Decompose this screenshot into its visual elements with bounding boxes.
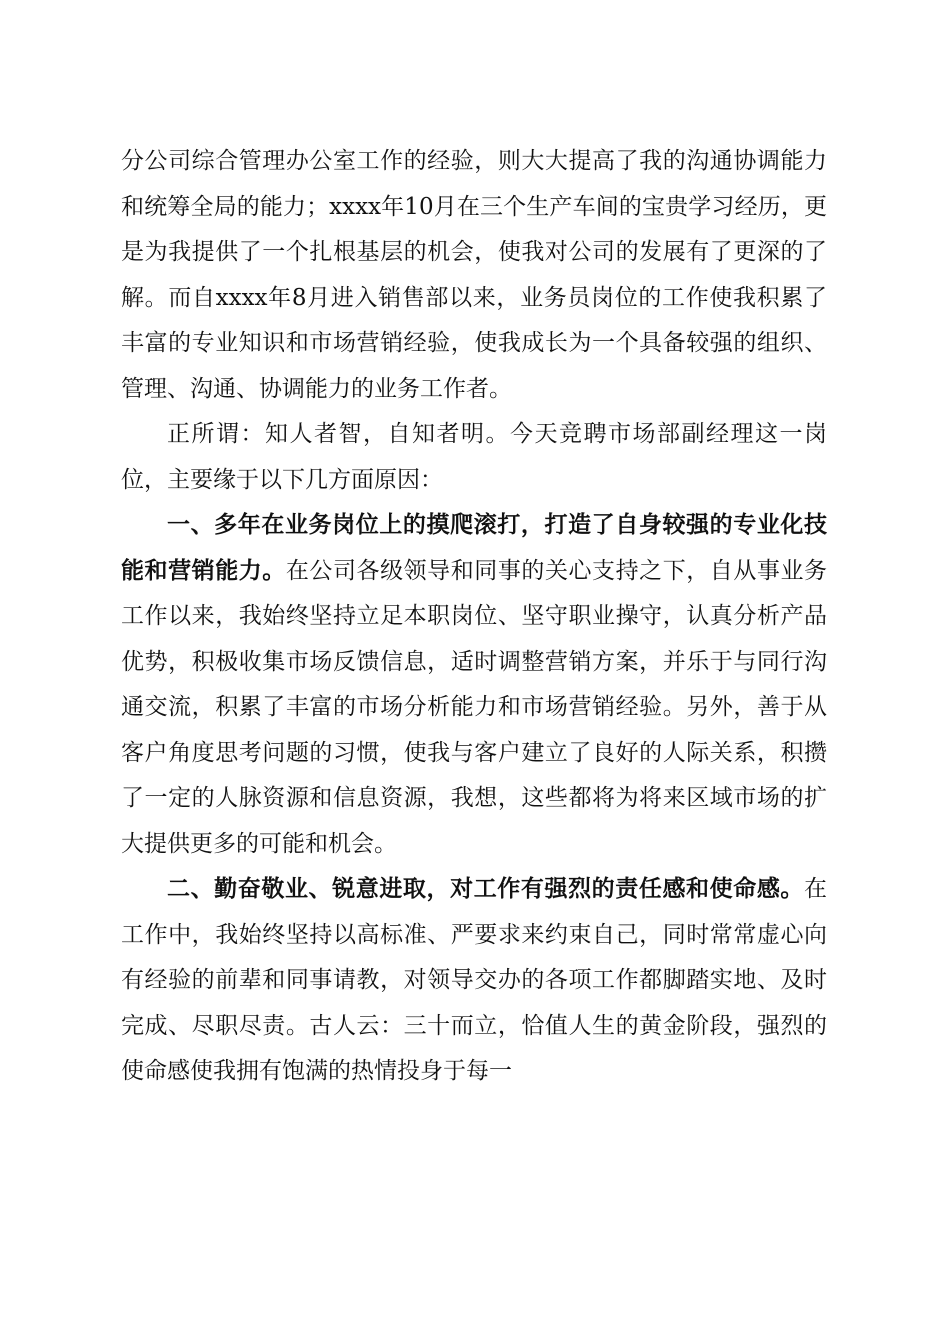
point-two-body: 在工作中，我始终坚持以高标准、严要求来约束自己，同时常常虚心向有经验的前辈和同事请教，对领导交办的各项工作都脚踏实地、及时完成、尽职尽责。古人云：三十而立，恰值人生的黄金阶段，强烈的使命感使我拥有饱满的热情投身于每一: [121, 876, 827, 1084]
point-two-heading: 二、勤奋敬业、锐意进取，对工作有强烈的责任感和使命感。: [167, 876, 804, 902]
point-one-heading: 一、多年在业务岗位上的摸爬滚打，打造了自身较强的专业化技能和营销能力。: [121, 512, 827, 584]
paragraph-intro: 正所谓：知人者智，自知者明。今天竞聘市场部副经理这一岗位，主要缘于以下几方面原因：: [121, 421, 827, 493]
paragraph-point-one: [121, 503, 827, 867]
paragraph-continuation: 分公司综合管理办公室工作的经验，则大大提高了我的沟通协调能力和统筹全局的能力；xxxx年10月在三个生产车间的宝贵学习经历，更是为我提供了一个扎根基层的机会，使我对公司的发展有了更深的了解。而自xxxx年8月进入销售部以来，业务员岗位的工作使我积累了丰富的专业知识和市场营销经验，使我成长为一个具备较强的组织、管理、沟通、协调能力的业务工作者。: [121, 148, 827, 402]
paragraph-point-two: [121, 867, 827, 1095]
point-one-body: 在公司各级领导和同事的关心支持之下，自从事业务工作以来，我始终坚持立足本职岗位、坚守职业操守，认真分析产品优势，积极收集市场反馈信息，适时调整营销方案，并乐于与同行沟通交流，积累了丰富的市场分析能力和市场营销经验。另外，善于从客户角度思考问题的习惯，使我与客户建立了良好的人际关系，积攒了一定的人脉资源和信息资源，我想，这些都将为将来区域市场的扩大提供更多的可能和机会。: [121, 557, 828, 857]
document-body: [121, 139, 827, 1095]
